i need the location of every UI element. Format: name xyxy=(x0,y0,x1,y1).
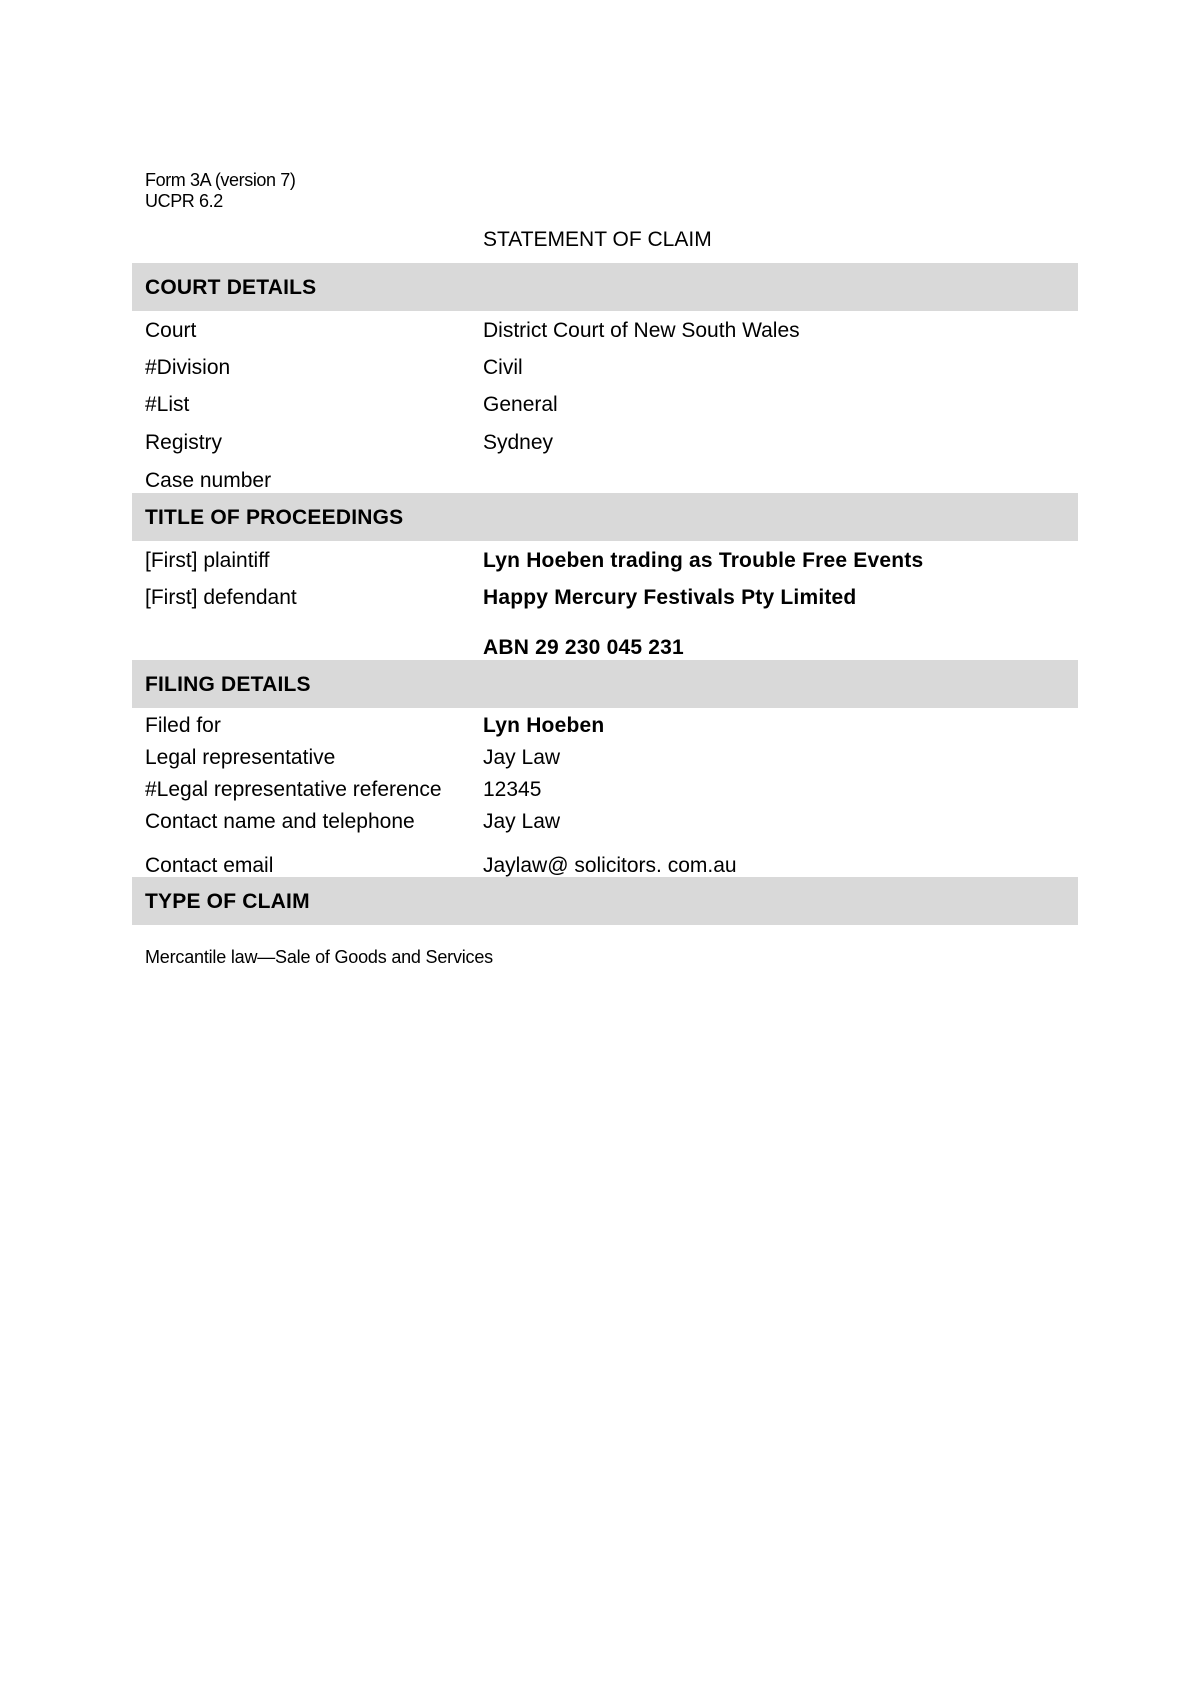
filed-for-value: Lyn Hoeben xyxy=(483,714,605,737)
filing-details-header xyxy=(132,660,1078,708)
form-reference xyxy=(145,170,295,212)
division-label: #Division xyxy=(145,356,231,379)
title-of-proceedings-heading: TITLE OF PROCEEDINGS xyxy=(145,506,404,529)
division-value: Civil xyxy=(483,356,523,379)
legal-representative-reference-label: #Legal representative reference xyxy=(145,778,442,801)
contact-email-value: Jaylaw@ solicitors. com.au xyxy=(483,854,737,877)
defendant-label: [First] defendant xyxy=(145,586,297,609)
filing-details-heading: FILING DETAILS xyxy=(145,673,311,696)
legal-representative-label: Legal representative xyxy=(145,746,336,769)
defendant-abn: ABN 29 230 045 231 xyxy=(483,636,684,659)
registry-value: Sydney xyxy=(483,431,554,454)
court-details-heading: COURT DETAILS xyxy=(145,276,317,299)
registry-label: Registry xyxy=(145,431,223,454)
contact-email-label: Contact email xyxy=(145,854,274,877)
plaintiff-label: [First] plaintiff xyxy=(145,549,270,572)
document-title: STATEMENT OF CLAIM xyxy=(483,228,712,251)
case-number-label: Case number xyxy=(145,469,272,492)
contact-name-value: Jay Law xyxy=(483,810,561,833)
legal-representative-reference-value: 12345 xyxy=(483,778,542,801)
defendant-value: Happy Mercury Festivals Pty Limited xyxy=(483,586,857,609)
court-value: District Court of New South Wales xyxy=(483,319,800,342)
rule-reference: UCPR 6.2 xyxy=(145,191,223,211)
type-of-claim-value: Mercantile law—Sale of Goods and Services xyxy=(145,947,493,967)
legal-representative-value: Jay Law xyxy=(483,746,561,769)
title-of-proceedings-header xyxy=(132,493,1078,541)
plaintiff-value: Lyn Hoeben trading as Trouble Free Events xyxy=(483,549,924,572)
court-label: Court xyxy=(145,319,197,342)
list-value: General xyxy=(483,393,558,416)
type-of-claim-header xyxy=(132,877,1078,925)
type-of-claim-heading: TYPE OF CLAIM xyxy=(145,890,310,913)
contact-name-label: Contact name and telephone xyxy=(145,810,415,833)
court-details-header xyxy=(132,263,1078,311)
filed-for-label: Filed for xyxy=(145,714,221,737)
list-label: #List xyxy=(145,393,190,416)
form-version: Form 3A (version 7) xyxy=(145,170,296,190)
